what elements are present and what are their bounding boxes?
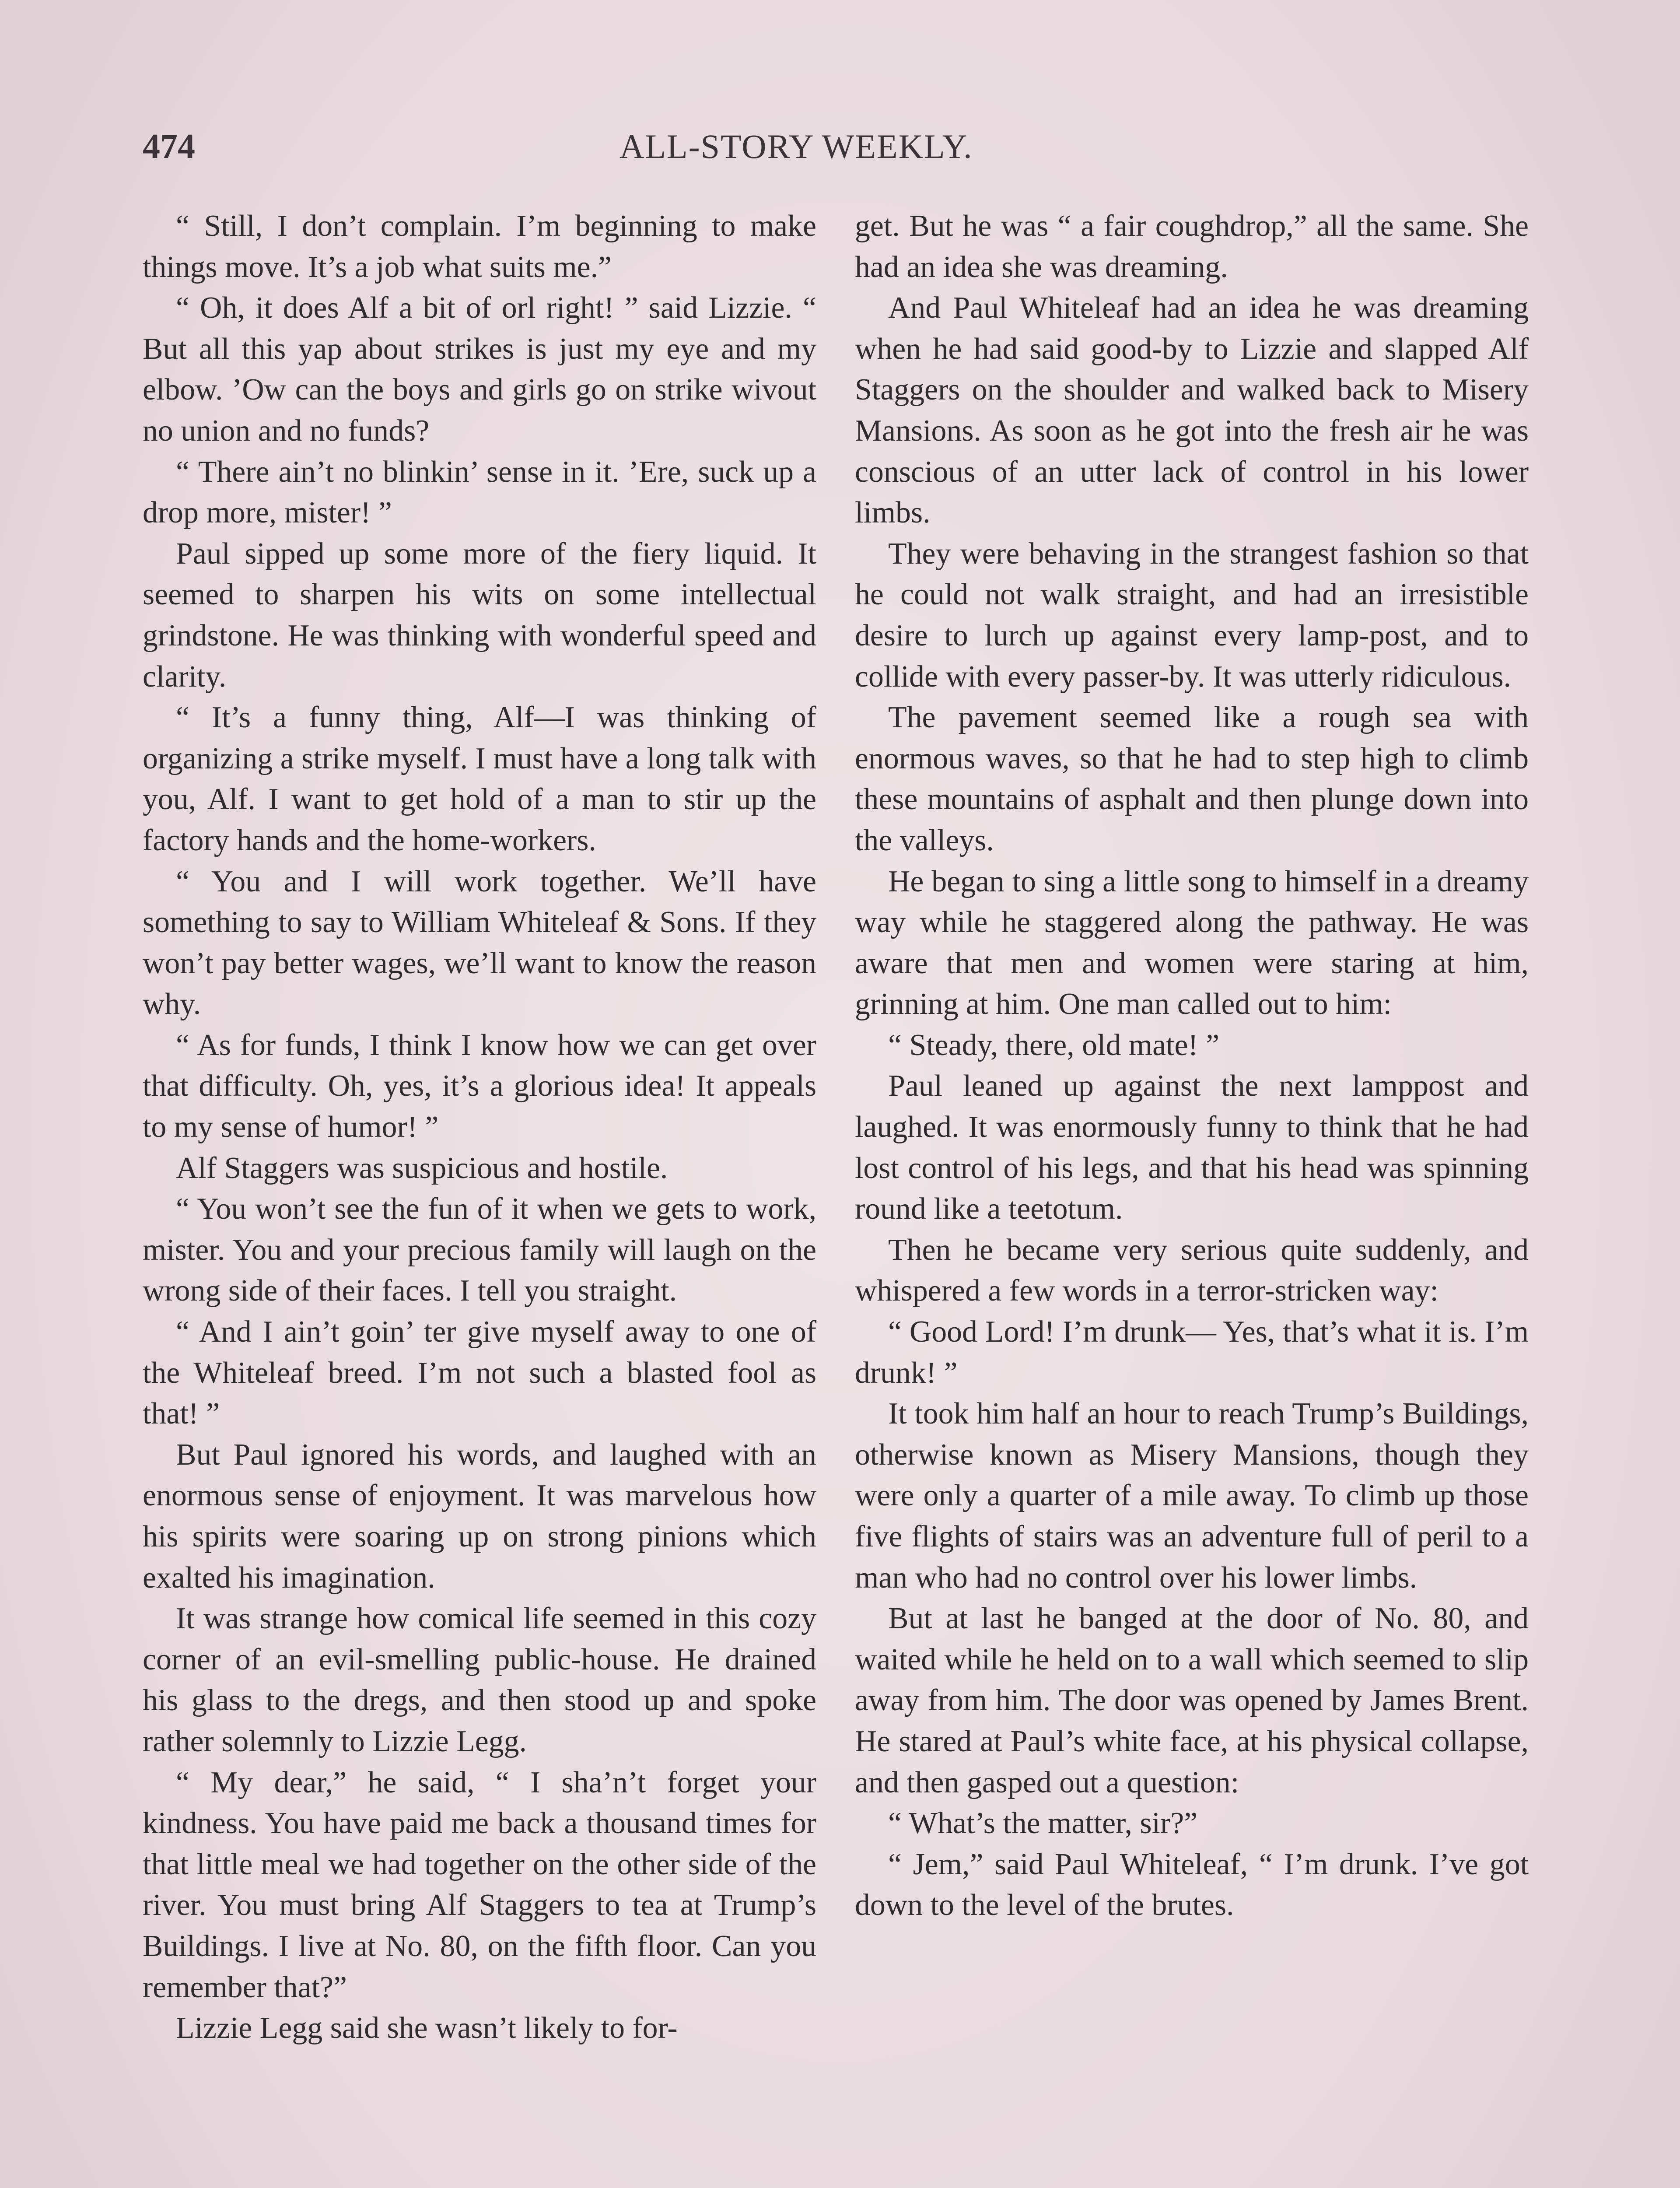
right-column xyxy=(855,206,1529,1926)
paragraph: It was strange how comical life seemed in this cozy corner of an evil-smelling public-house. He drained his glass to the dregs, and then stood up and spoke rather solemnly to Lizzie Legg. xyxy=(143,1602,816,1758)
paragraph: “ It’s a funny thing, Alf—I was thinking of organizing a strike myself. I must have a long talk with you, Alf. I want to get hold of a man to stir up the factory hands and the home-workers. xyxy=(143,701,816,857)
paragraph: “ Good Lord! I’m drunk— Yes, that’s what it is. I’m drunk! ” xyxy=(855,1315,1529,1390)
paragraph: It took him half an hour to reach Trump’s Buildings, otherwise known as Misery Mansions, though they were only a quarter of a mile away. To climb up those five flights of stairs was an adventure full of peril to a man who had no control over his lower limbs. xyxy=(855,1397,1529,1595)
paragraph: “ What’s the matter, sir?” xyxy=(888,1806,1198,1841)
paragraph: Then he became very serious quite suddenly, and whispered a few words in a terror-stricken way: xyxy=(855,1233,1529,1308)
page-header xyxy=(143,127,1534,179)
paragraph: But at last he banged at the door of No. 80, and waited while he held on to a wall which seemed to slip away from him. The door was opened by James Brent. He stared at Paul’s white face, at his physical collapse, and then gasped out a question: xyxy=(855,1602,1529,1799)
paragraph: “ Still, I don’t complain. I’m beginning to make things move. It’s a job what suits me.” xyxy=(143,209,816,284)
paragraph: “ You and I will work together. We’ll have something to say to William Whiteleaf & Sons. If they won’t pay better wages, we’ll want to know the reason why. xyxy=(143,864,816,1021)
paragraph: “ As for funds, I think I know how we can get over that difficulty. Oh, yes, it’s a glorious idea! It appeals to my sense of humor! ” xyxy=(143,1028,816,1144)
paragraph: “ There ain’t no blinkin’ sense in it. ’Ere, suck up a drop more, mister! ” xyxy=(143,455,816,530)
paragraph: get. But he was “ a fair coughdrop,” all the same. She had an idea she was dreaming. xyxy=(855,209,1529,284)
paragraph: “ My dear,” he said, “ I sha’n’t forget your kindness. You have paid me back a thousand times for that little meal we had together on the other side of the river. You must bring Alf Staggers to tea at Trump’s Buildings. I live at No. 80, on the fifth floor. Can you remember that?” xyxy=(143,1765,816,2004)
paragraph: “ Steady, there, old mate! ” xyxy=(888,1028,1220,1062)
running-title: ALL-STORY WEEKLY. xyxy=(620,127,973,165)
paragraph: “ You won’t see the fun of it when we gets to work, mister. You and your precious family will laugh on the wrong side of their faces. I tell you straight. xyxy=(143,1192,816,1308)
left-column xyxy=(143,206,816,2049)
paragraph: Alf Staggers was suspicious and hostile. xyxy=(176,1151,668,1185)
paragraph: “ Oh, it does Alf a bit of orl right! ” said Lizzie. “ But all this yap about strikes is just my eye and my elbow. ’Ow can the boys and girls go on strike wivout no union and no funds? xyxy=(143,291,816,448)
page-number: 474 xyxy=(143,127,195,166)
paragraph: Lizzie Legg said she wasn’t likely to for- xyxy=(176,2011,678,2045)
paragraph: The pavement seemed like a rough sea with enormous waves, so that he had to step high to climb these mountains of asphalt and then plunge down into the valleys. xyxy=(855,701,1529,857)
paragraph: “ Jem,” said Paul Whiteleaf, “ I’m drunk. I’ve got down to the level of the brutes. xyxy=(855,1847,1529,1922)
paragraph: Paul leaned up against the next lamppost and laughed. It was enormously funny to think that he had lost control of his legs, and that his head was spinning round like a teetotum. xyxy=(855,1069,1529,1226)
paragraph: “ And I ain’t goin’ ter give myself away to one of the Whiteleaf breed. I’m not such a blasted fool as that! ” xyxy=(143,1315,816,1431)
paragraph: And Paul Whiteleaf had an idea he was dreaming when he had said good-by to Lizzie and slapped Alf Staggers on the shoulder and walked back to Misery Mansions. As soon as he got into the fresh air he was conscious of an utter lack of control in his lower limbs. xyxy=(855,291,1529,530)
paragraph: He began to sing a little song to himself in a dreamy way while he staggered along the pathway. He was aware that men and women were staring at him, grinning at him. One man called out to him: xyxy=(855,864,1529,1021)
paragraph: But Paul ignored his words, and laughed with an enormous sense of enjoyment. It was marvelous how his spirits were soaring up on strong pinions which exalted his imagination. xyxy=(143,1438,816,1595)
paragraph: Paul sipped up some more of the fiery liquid. It seemed to sharpen his wits on some intellectual grindstone. He was thinking with wonderful speed and clarity. xyxy=(143,536,816,694)
paragraph: They were behaving in the strangest fashion so that he could not walk straight, and had an irresistible desire to lurch up against every lamp-post, and to collide with every passer-by. It was utterly ridiculous. xyxy=(855,536,1529,694)
